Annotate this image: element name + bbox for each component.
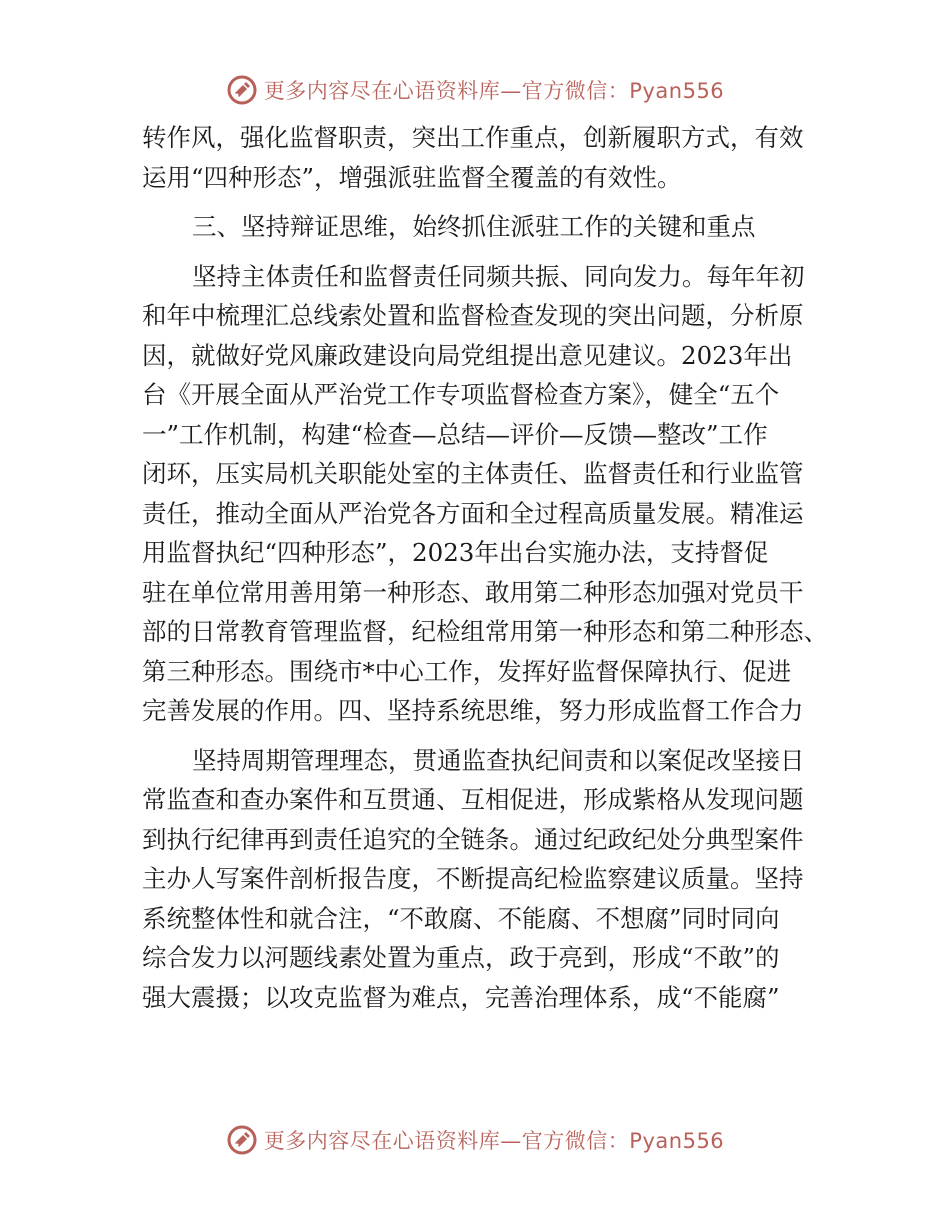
text-line: 责任，推动全面从严治党各方面和全过程高质量发展。精准运 <box>142 498 804 528</box>
header-watermark-text: 更多内容尽在心语资料库—官方微信：Pyan556 <box>263 79 725 103</box>
text-line: 部的日常教育管理监督，纪检组常用第一种形态和第二种形态、 <box>142 617 828 646</box>
text-line: 第三种形态。围绕市*中心工作，发挥好监督保障执行、促进 <box>142 656 792 686</box>
paragraph-2 <box>142 257 832 731</box>
text-line: 坚持周期管理理态，贯通监查执纪间责和以案促改坚接日 <box>192 745 805 775</box>
text-line: 闭环，压实局机关职能处室的主体责任、监督责任和行业监管 <box>142 459 804 488</box>
text-line: 台《开展全面从严治党工作专项监督检查方案》，健全“五个 <box>142 380 780 409</box>
text-line: 转作风，强化监督职责，突出工作重点，创新履职方式，有效 <box>142 123 804 152</box>
text-line: 到执行纪律再到责任追究的全链条。通过纪政纪处分典型案件 <box>142 824 804 854</box>
section-heading-3: 三、坚持辩证思维，始终抓住派驻工作的关键和重点 <box>192 212 756 241</box>
text-line: 一”工作机制，构建“检查—总结—评价—反馈—整改”工作 <box>142 419 768 449</box>
text-line: 运用“四种形态”，增强派驻监督全覆盖的有效性。 <box>142 162 682 192</box>
text-line: 和年中梳理汇总线索处置和监督检查发现的突出问题，分析原 <box>142 301 804 330</box>
text-line: 坚持主体责任和监督责任同频共振、同向发力。每年年初 <box>192 261 805 291</box>
book-pen-logo-icon <box>226 1124 258 1156</box>
paragraph-1 <box>142 118 832 197</box>
footer-watermark-text: 更多内容尽在心语资料库—官方微信：Pyan556 <box>263 1129 725 1153</box>
text-line: 综合发力以河题线素处置为重点，政于亮到，形成“不敢”的 <box>142 943 780 972</box>
text-line: 用监督执纪“四种形态”，2023年出台实施办法，支持督促 <box>142 538 769 567</box>
text-line: 强大震摄；以攻克监督为难点，完善治理体系，成“不能腐” <box>142 982 780 1012</box>
book-pen-logo-icon <box>226 74 258 106</box>
text-line: 驻在单位常用善用第一种形态、敢用第二种形态加强对党员干 <box>142 577 804 607</box>
footer-watermark <box>0 1120 950 1160</box>
text-line: 常监查和查办案件和互贯通、互相促进，形成紫格从发现问题 <box>142 785 804 814</box>
text-line: 主办人写案件剖析报告度，不断提高纪检监察建议质量。坚持 <box>142 864 804 893</box>
text-line: 因，就做好党风廉政建设向局党组提出意见建议。2023年出 <box>142 340 793 370</box>
text-line: 系统整体性和就合注，“不敢腐、不能腐、不想腐”同时同向 <box>142 903 780 933</box>
paragraph-3 <box>142 741 832 1018</box>
text-line: 完善发展的作用。四、坚持系统思维，努力形成监督工作合力 <box>142 696 804 725</box>
document-body <box>142 118 832 1017</box>
header-watermark <box>0 70 950 110</box>
